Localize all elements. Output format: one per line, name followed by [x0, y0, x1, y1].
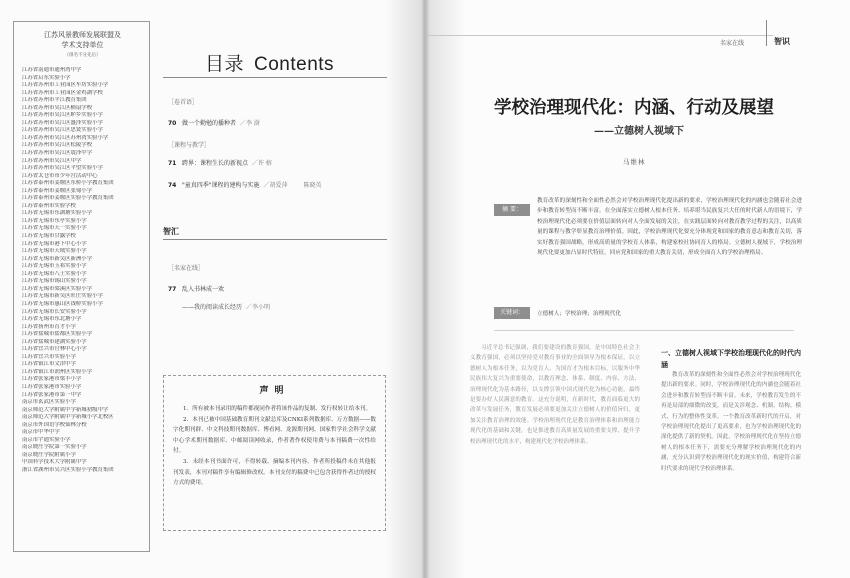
toc-entry-page: 77 — [168, 286, 177, 293]
supporter-item: 江苏省苏州市平江教育集团 — [22, 97, 87, 104]
notice-paragraph: 2．本刊已被中国基础教育期刊文献总库及CNKI系列数据库、万方数据——数字化期刊群、中文科技期刊数据库、博看网、龙源期刊网、国家哲学社会科学文献中心学术期刊数据库、中邮阅读网收录，作者著作权使用费与本刊稿费一次性给付。 — [173, 416, 376, 455]
supporter-item: 江苏省苏州市吴江区苏州湾实验小学 — [22, 134, 109, 141]
supporter-item: 南京晓庄学院附属小学 — [22, 451, 76, 458]
supporter-item: 南京市宇通实验小学 — [22, 436, 71, 443]
toc-divider — [163, 77, 387, 78]
supporter-item: 江苏省无锡市甘露学校 — [22, 233, 76, 240]
toc-entry-title: 乱入书林成一欢 — [182, 286, 225, 293]
supporter-item: 江苏省无锡市新吴区新洲小学 — [22, 255, 93, 262]
supporter-item: 江苏省无锡市港下中心小学 — [22, 240, 87, 247]
toc-entry-title: 做一个勤勉的播种者 — [182, 120, 237, 127]
supporter-item: 江苏省无锡市东湖塘实验小学 — [22, 210, 93, 217]
keywords-divider — [494, 330, 794, 331]
supporters-box — [13, 21, 150, 552]
supporter-item: 江苏省苏州市吴江区盛泽实验小学 — [22, 119, 103, 126]
supporter-item: 江苏省宜兴市实验小学 — [22, 353, 76, 360]
header-section-name: 智识 — [774, 37, 790, 46]
page-gutter — [385, 0, 465, 578]
supporter-item: 江苏省宜兴市官林中心小学 — [22, 346, 87, 353]
supporter-item: 江苏省无锡市东北塘小学 — [22, 316, 82, 323]
toc-title — [205, 49, 334, 76]
article-author: 马维林 — [623, 158, 646, 166]
supporter-item: 江苏省无锡市惠山区钱桥实验小学 — [22, 300, 103, 307]
toc-entry-77[interactable] — [168, 284, 224, 293]
supporter-item: 江苏省苏州市吴江区横扇学校 — [22, 104, 93, 111]
toc-entry-author: ／李 澍 — [240, 120, 260, 127]
toc-entry-coauthor: 陈晓英 — [303, 182, 322, 189]
supporter-item: 江苏省泰州市姜堰区东桥小学教育集团 — [22, 180, 114, 187]
body-column-right — [661, 370, 801, 474]
toc-section-tag: ［卷首语］ — [168, 99, 199, 106]
toc-entry-subtitle: ——我的阅读成长经历 — [182, 304, 243, 311]
supporter-item: 南京晓庄学院第一实验小学 — [22, 444, 87, 451]
notice-title: 声明 — [259, 386, 290, 396]
header-column-name: 名家在线 — [720, 40, 745, 47]
toc-entry-author: ／许 榕 — [252, 160, 272, 167]
right-page — [425, 0, 850, 578]
body-paragraph: 习近平总书记强调，我们要建设的教育强国，是中国特色社会主义教育强国，必须以坚持党对教育事业的全面领导为根本保证，以立德树人为根本任务，以为党育人、为国育才为根本目标，以服务中华民族伟大复兴为重要使命，以教育理念、体系、制度、内容、方法、治理现代化为基本路径，以支撑引领中国式现代化为核心功能，最终是要办好人民满意的教育。这充分说明，在新时代，教育面临更大的改革与发展任务，教育发展必须要更加关注立德树人的价值旨归，更加关注教育治理的效能。学校治理现代化是教育治理体系和治理能力现代化的基础和关键，也是推进教育高质量发展的重要支撑，提升学校治理现代化的水平，构建现代化学校治理体系。 — [470, 345, 640, 445]
supporter-item: 江苏省无锡市梁溪区实验小学 — [22, 285, 93, 292]
supporter-item: 江苏省张家港市实验小学 — [22, 383, 82, 390]
supporter-item: 江苏省无锡市长安实验小学 — [22, 308, 87, 315]
supporters-list — [22, 67, 143, 475]
keywords-label: 关键词： — [494, 307, 530, 319]
supporter-item: 南京师范大学附属中学新城初级中学 — [22, 406, 109, 413]
supporter-item: 江苏省苏州市吴江区震泽中学 — [22, 150, 93, 157]
supporter-item: 江苏省泰州市姜堰区张甸小学 — [22, 187, 93, 194]
toc-entry-title: 跨界：课程生长的新视点 — [182, 160, 249, 167]
supporters-subheading: （排名不分先后） — [64, 53, 101, 58]
article-title: 学校治理现代化：内涵、行动及展望 — [494, 98, 774, 118]
supporter-item: 江苏省泰州市姜堰区实验小学教育集团 — [22, 195, 114, 202]
supporter-item: 江苏省苏州市吴江区平望实验小学 — [22, 165, 103, 172]
body-column-left — [470, 343, 640, 447]
supporter-item: 江苏省苏州市吴江区松陵学校 — [22, 142, 93, 149]
supporter-item: 江苏省苏州市吴江区鲈乡实验小学 — [22, 112, 103, 119]
notice-paragraph: 1．所有被本刊录用的稿件都视同作者将该作品的复制、发行权转让给本刊。 — [183, 406, 372, 412]
toc-entry-author: ／李小明 — [246, 304, 271, 311]
supporter-item: 江苏省无锡市锡山实验小学 — [22, 278, 87, 285]
supporter-item: 浙江省湖州市吴兴区实验小学教育集团 — [22, 466, 114, 473]
toc-entry-70[interactable] — [168, 118, 260, 127]
supporter-item: 江苏省扬州市育才小学 — [22, 323, 76, 330]
supporter-item: 江苏省无锡市天域实验小学 — [22, 248, 87, 255]
supporter-item: 江苏省无锡市八士实验小学 — [22, 270, 87, 277]
supporter-item: 江苏省张家港市梁丰小学 — [22, 376, 82, 383]
keywords-text: 立德树人；学校治理；治理现代化 — [537, 311, 621, 317]
toc-entry-page: 71 — [168, 160, 177, 167]
toc-title-zh: 目录 — [205, 53, 245, 75]
section-heading: 一、立德树人视域下学校治理现代化的时代内涵 — [661, 349, 801, 369]
supporter-item: 江苏省苏州市吴江区中学 — [22, 157, 82, 164]
zhihui-divider — [163, 239, 387, 240]
abstract-label: 摘 要： — [494, 204, 530, 216]
zhihui-heading: 智汇 — [163, 227, 179, 236]
supporter-item: 江苏省镇江市文津中学 — [22, 361, 76, 368]
supporter-item: 江苏省无锡市玉祁实验小学 — [22, 263, 87, 270]
supporter-item: 江苏省苏州市工业园区金鸡湖学校 — [22, 89, 103, 96]
notice-paragraph: 3．未经本刊书面许可，不得转载、摘编本刊内容。作者所投稿件未在其他报刊发表，本刊对稿件享有编辑修改权。本刊支付的稿费中已包含获得作者过的授权方式的费用。 — [173, 458, 376, 487]
toc-entry-77-subtitle — [182, 302, 270, 311]
toc-section-tag: ［名家在线］ — [168, 265, 205, 272]
supporter-item: 江苏省无锡市东亭实验小学 — [22, 217, 87, 224]
supporter-item: 江苏省泰州市实验学校 — [22, 202, 76, 209]
supporter-item: 南京师范大学附属中学新城小学北校区 — [22, 414, 114, 421]
supporter-item: 江苏省苏州市吴江区思贤实验小学 — [22, 127, 103, 134]
supporter-item: 江苏省无锡市天一实验小学 — [22, 225, 87, 232]
supporter-item: 江苏省无锡市新吴区旺庄实验小学 — [22, 293, 103, 300]
supporters-heading — [22, 30, 143, 50]
toc-title-en: Contents — [254, 54, 335, 75]
body-paragraph: 教育改革的深刻性和全面性必然会对学校治理现代化提出新的要求。同时，学校治理现代化的内涵也会随着社会进步和教育转型而不断丰富。未来，学校教育发生的不再是局部的细微的改变，而是关涉观念、机制、结构、模式、行为的整体性变革。一个教育改革新时代的开启，对学校治理现代化提出了更高要求，也为学校治理现代化的深化提供了新的契机。因此，学校治理现代化在坚持立德树人的根本任务下，需要充分理解学校治理现代化的内涵，充分认识到学校治理现代化的现实价值，构建符合新时代要求的现代学校治理体系。 — [661, 372, 801, 472]
supporter-item: 南京市玄武区实验小学 — [22, 399, 76, 406]
supporters-heading-line2: 学术支持单位 — [61, 41, 104, 49]
supporter-item: 江苏省张家港市第一中学 — [22, 391, 82, 398]
supporter-item: 江苏省启东实验小学 — [22, 74, 71, 81]
toc-entry-71[interactable] — [168, 158, 272, 167]
supporter-item: 江苏省太仓市市少年宫活动中心 — [22, 172, 98, 179]
header-rule — [428, 35, 773, 36]
toc-section-tag: ［课程与教学］ — [168, 142, 211, 149]
header-separator — [766, 20, 767, 46]
article-subtitle: ——立德树人视域下 — [594, 126, 684, 137]
toc-entry-page: 70 — [168, 120, 177, 127]
toc-entry-page: 74 — [168, 182, 177, 189]
supporter-item: 中国科学技术大学附属中学 — [22, 459, 87, 466]
abstract-text: 教育改革的深刻性和全面性必然会对学校治理现代化提出新的要求，学校治理现代化的内涵也会随着社会进步和教育转型而不断丰富。在全面落实立德树人根本任务、培养堪当民族复兴大任的时代新人的语境下，学校治理现代化必须要在价值层面转向对人全面发展的关注，在实践层面转向对教育教学过程的关注，以高质量的课程与教学彰显教育治理价值。因此，学校治理现代化要充分体现党和国家的教育意志和教育关切，落实好教育强国战略，形成高质量的学校育人体系，构建家校社协同育人的格局。立德树人视域下，学校治理现代化要更加凸显时代特征，回应党和国家的重大教育关切，形成全面育人的学校治理格局。 — [537, 198, 802, 257]
supporter-item: 江苏省盐城市建湖实验小学 — [22, 338, 87, 345]
supporter-item: 江苏省盐城市盐都区实验小学 — [22, 331, 93, 338]
supporter-item: 江苏省南通市通州湾中学 — [22, 67, 82, 73]
supporter-item: 南京市外国语学校仙林分校 — [22, 421, 87, 428]
toc-entry-author: ／胡爱萍 — [263, 182, 288, 189]
supporter-item: 江苏省镇江市润州区实验小学 — [22, 368, 93, 375]
supporter-item: 江苏省苏州市工业园区车坊实验小学 — [22, 82, 109, 89]
supporters-heading-line1: 江苏风景教师发展联盟及 — [44, 31, 121, 39]
supporter-item: 南京市中华中学 — [22, 429, 60, 436]
toc-entry-74[interactable] — [168, 180, 322, 189]
toc-entry-title: "童真四季"课程的建构与实施 — [182, 182, 260, 189]
copyright-notice — [163, 375, 386, 531]
